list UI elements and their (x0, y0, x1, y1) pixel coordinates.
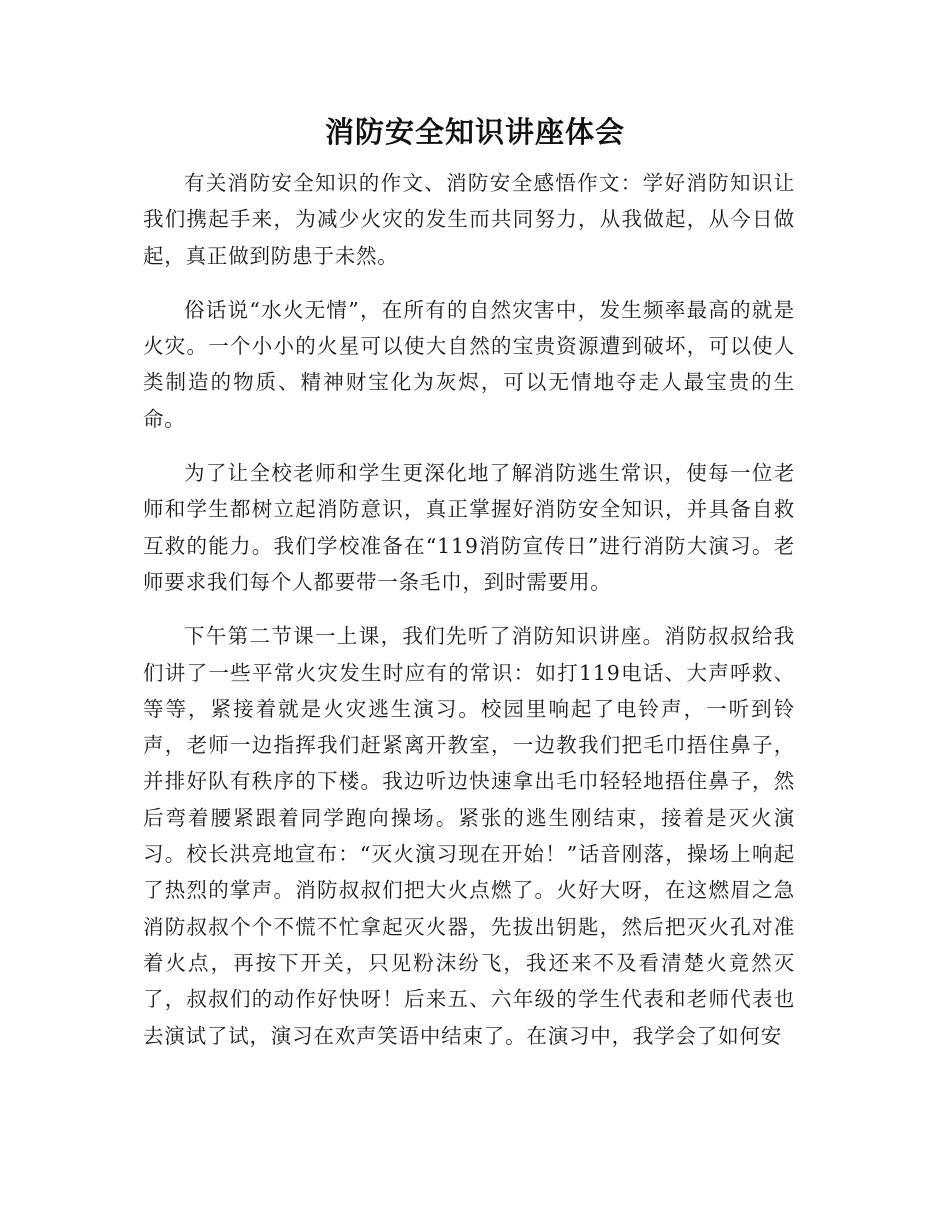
paragraph-1: 有关消防安全知识的作文、消防安全感悟作文：学好消防知识让我们携起手来，为减少火灾的发生而共同努力，从我做起，从今日做起，真正做到防患于未然。 (143, 171, 795, 268)
document-title: 消防安全知识讲座体会 (324, 115, 625, 149)
paragraph-2: 俗话说“水火无情”，在所有的自然灾害中，发生频率最高的就是火灾。一个小小的火星可以使大自然的宝贵资源遭到破坏，可以使人类制造的物质、精神财宝化为灰烬，可以无情地夺走人最宝贵的生命。 (143, 297, 795, 431)
paragraph-4: 下午第二节课一上课，我们先听了消防知识讲座。消防叔叔给我们讲了一些平常火灾发生时应有的常识：如打119电话、大声呼救、等等，紧接着就是火灾逃生演习。校园里响起了电铃声，一听到铃声，老师一边指挥我们赶紧离开教室，一边教我们把毛巾捂住鼻子，并排好队有秩序的下楼。我边听边快速拿出毛巾轻轻地捂住鼻子，然后弯着腰紧跟着同学跑向操场。紧张的逃生刚结束，接着是灭火演习。校长洪亮地宣布：“灭火演习现在开始！”话音刚落，操场上响起了热烈的掌声。消防叔叔们把大火点燃了。火好大呀，在这燃眉之急消防叔叔个个不慌不忙拿起灭火器，先拔出钥匙，然后把灭火孔对准着火点，再按下开关，只见粉沫纷飞，我还来不及看清楚火竟然灭了，叔叔们的动作好快呀！后来五、六年级的学生代表和老师代表也去演试了试，演习在欢声笑语中结束了。在演习中，我学会了如何安 (143, 624, 795, 1048)
document-body (143, 165, 795, 1072)
paragraph-3: 为了让全校老师和学生更深化地了解消防逃生常识，使每一位老师和学生都树立起消防意识，真正掌握好消防安全知识，并具备自救互救的能力。我们学校准备在“119消防宣传日”进行消防大演习。老师要求我们每个人都要带一条毛巾，到时需要用。 (143, 461, 795, 594)
